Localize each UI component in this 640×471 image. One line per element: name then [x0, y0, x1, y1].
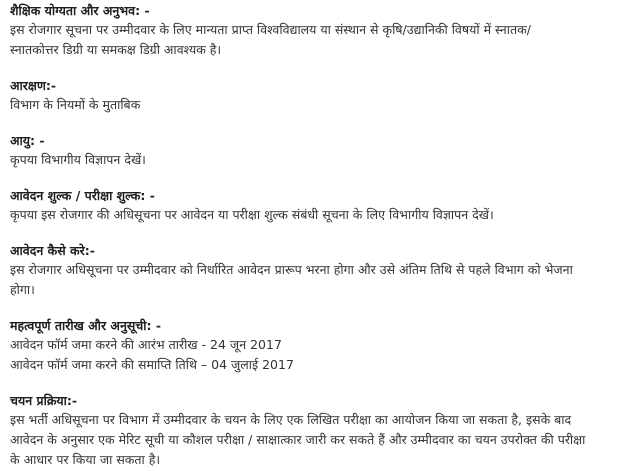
section-text [10, 20, 632, 60]
text-line: होगा। [10, 282, 35, 297]
section-heading: चयन प्रक्रिया:- [10, 393, 78, 408]
text-line: स्नातकोत्तर डिग्री या समकक्ष डिग्री आवश्यक है। [10, 42, 222, 57]
section-heading: आयु: - [10, 133, 45, 148]
section-heading: आवेदन कैसे करे:- [10, 243, 95, 258]
text-line: आवेदन फॉर्म जमा करने की समाप्ति तिथि – 04 जुलाई 2017 [10, 357, 294, 372]
text-line: कृपया विभागीय विज्ञापन देखें। [10, 152, 146, 167]
section-heading: महत्वपूर्ण तारीख और अनुसूची: - [10, 318, 162, 333]
text-line: इस भर्ती अधिसूचना पर विभाग में उम्मीदवार के चयन के लिए एक लिखित परीक्षा का आयोजन किया जा सकता है, इसके बाद [10, 412, 572, 427]
text-line: इस रोजगार सूचना पर उम्मीदवार के लिए मान्यता प्राप्त विश्वविद्यालय या संस्थान से कृषि/उद्यानिकी विषयों में स्नातक/ [10, 22, 531, 37]
section-how-to-apply [10, 242, 632, 300]
section-heading: आरक्षण:- [10, 78, 57, 93]
section-fee [10, 187, 632, 225]
text-line: आवेदन फॉर्म जमा करने की आरंभ तारीख - 24 जून 2017 [10, 337, 282, 352]
section-text [10, 95, 632, 115]
section-text [10, 335, 632, 375]
section-text [10, 260, 632, 300]
section-reservation [10, 77, 632, 115]
section-text [10, 205, 632, 225]
section-qualification [10, 2, 632, 60]
text-line: विभाग के नियमों के मुताबिक [10, 97, 141, 112]
text-line: के आधार पर किया जा सकता है। [10, 452, 161, 467]
section-important-dates [10, 317, 632, 375]
text-line: आवेदन के अनुसार एक मेरिट सूची या कौशल परीक्षा / साक्षात्कार जारी कर सकते हैं और उम्मीदवार का चयन उपरोक्त की परीक्षा [10, 432, 586, 447]
section-text [10, 150, 632, 170]
text-line: इस रोजगार अधिसूचना पर उम्मीदवार को निर्धारित आवेदन प्रारूप भरना होगा और उसे अंतिम तिथि से पहले विभाग को भेजना [10, 262, 573, 277]
text-line: कृपया इस रोजगार की अधिसूचना पर आवेदन या परीक्षा शुल्क संबंधी सूचना के लिए विभागीय विज्ञापन देखें। [10, 207, 494, 222]
section-selection-process [10, 392, 632, 470]
section-age [10, 132, 632, 170]
section-text [10, 410, 632, 470]
section-heading: शैक्षिक योग्यता और अनुभव: - [10, 3, 150, 18]
section-heading: आवेदन शुल्क / परीक्षा शुल्क: - [10, 188, 155, 203]
